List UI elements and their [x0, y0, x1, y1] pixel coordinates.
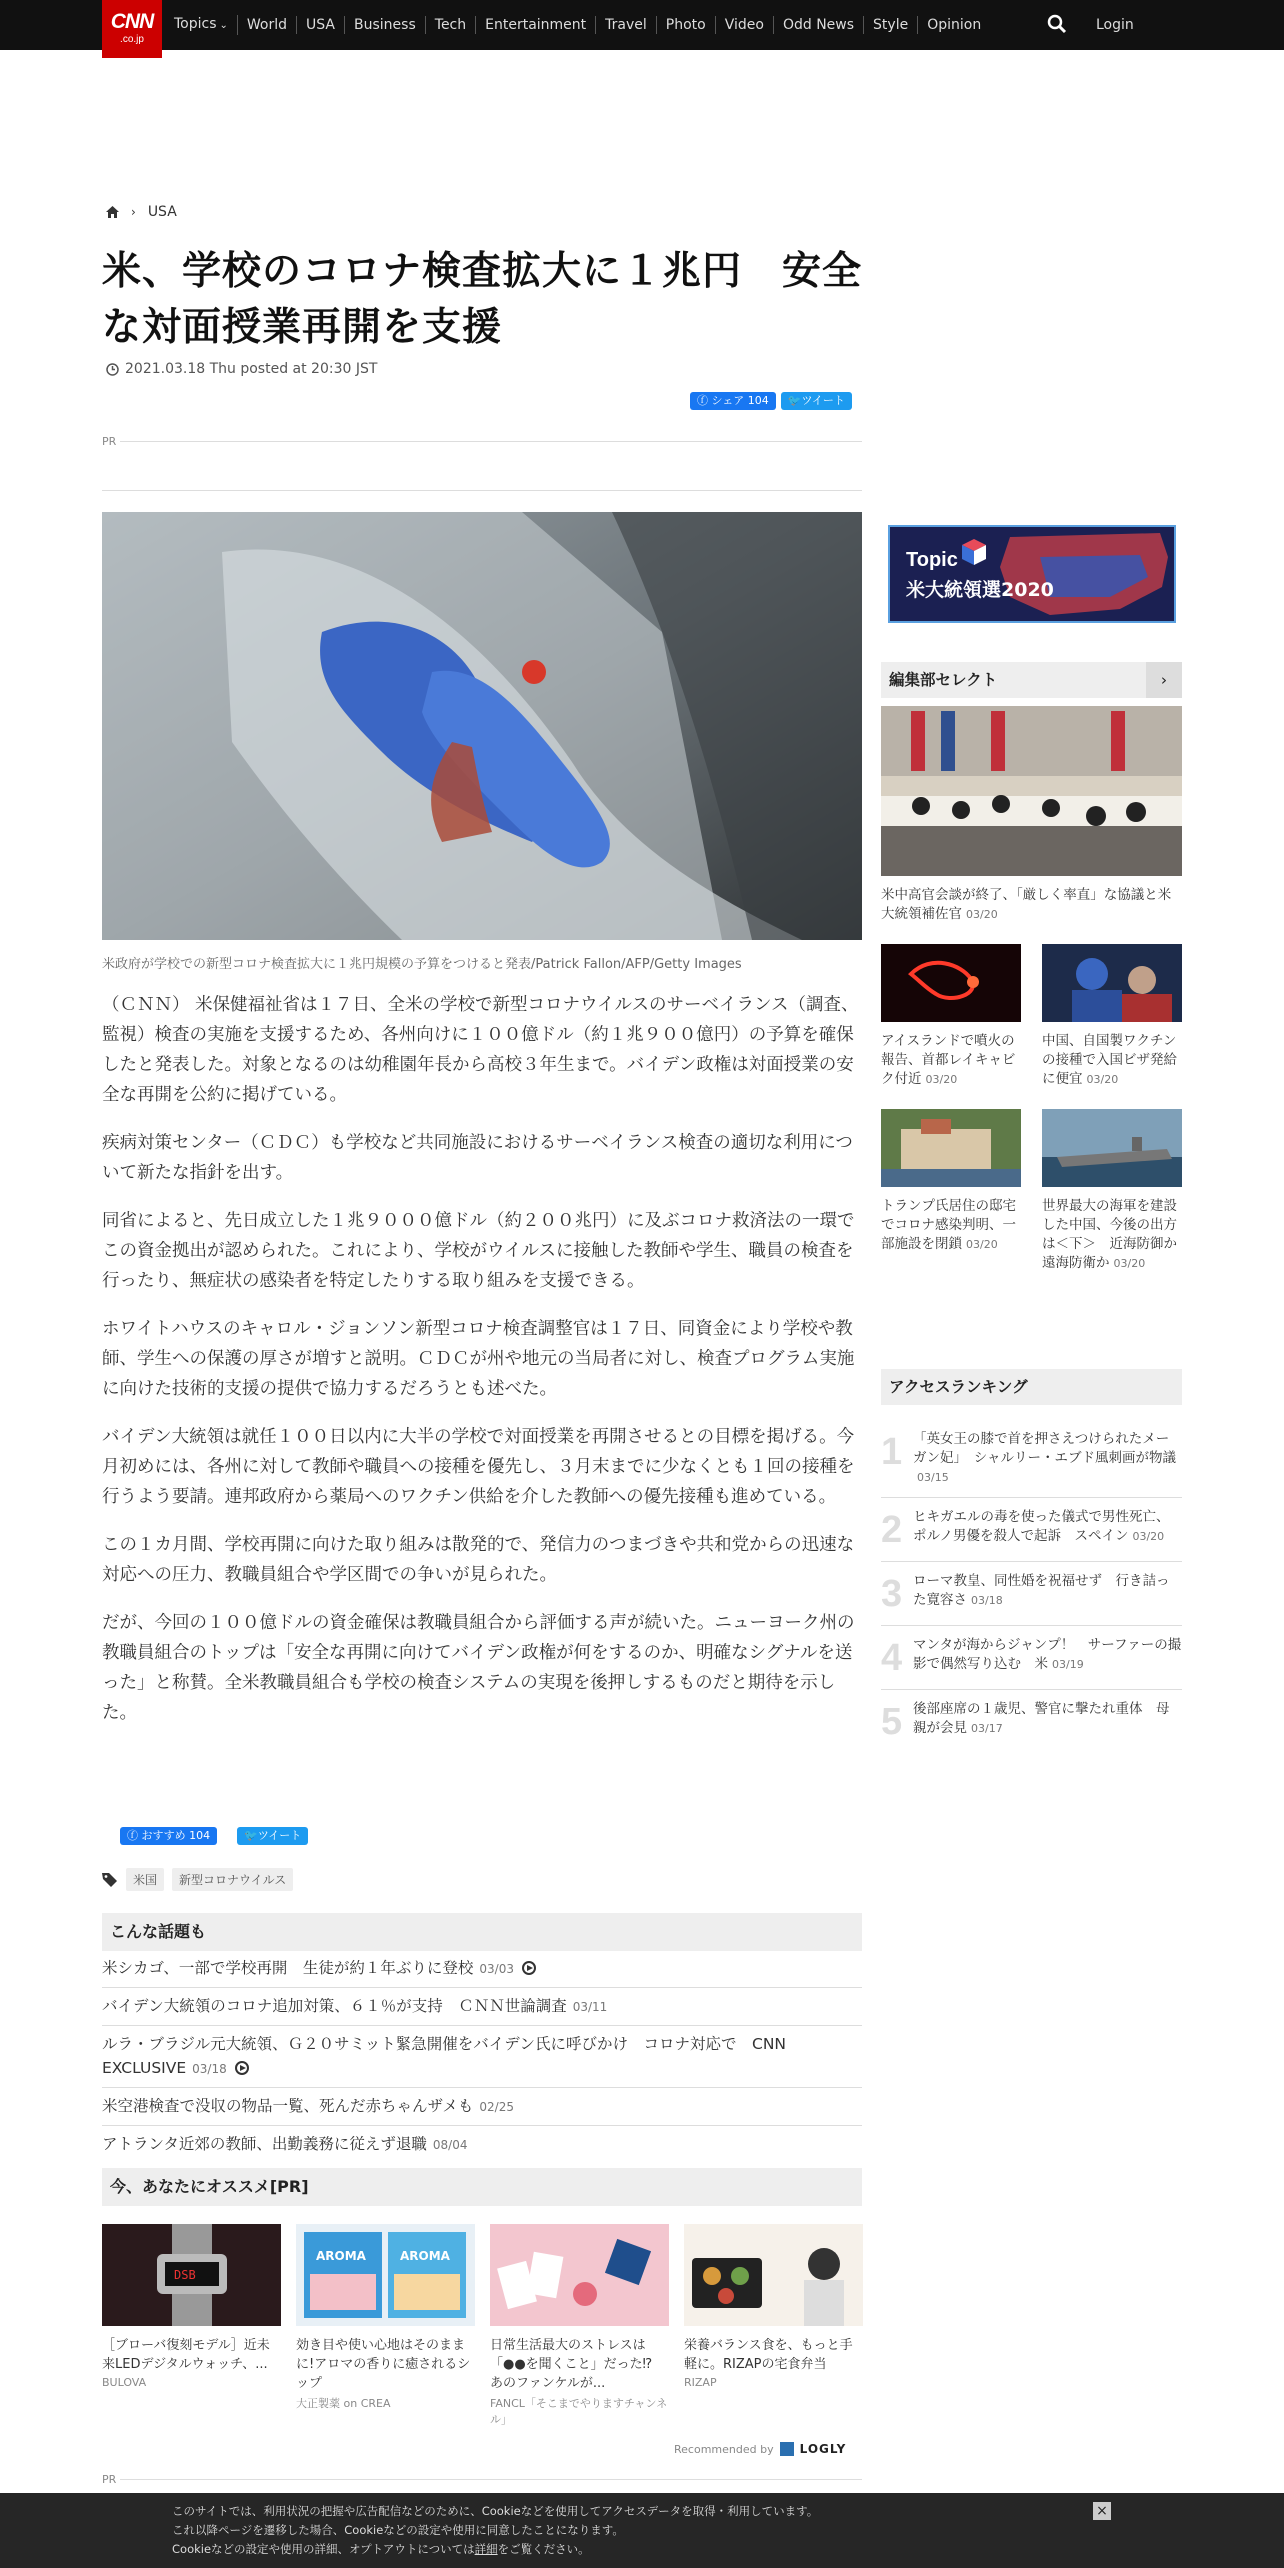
paragraph: ホワイトハウスのキャロル・ジョンソン新型コロナ検査調整官は１７日、同資金により学校や教師、学生への保護の厚さが増すと説明。ＣＤＣが州や地元の当局者に対し、検査プログラム実施に向けた技術的支援の提供で協力するだろうとも述べた。 — [102, 1319, 855, 1399]
related-title: 米シカゴ、一部で学校再開 生徒が約１年ぶりに登校 — [102, 1959, 474, 1977]
tag-covid[interactable]: 新型コロナウイルス — [172, 1868, 293, 1891]
date-text: 2021.03.18 Thu posted at 20:30 JST — [125, 361, 378, 377]
ranking-list — [881, 1420, 1182, 1754]
aircraft-carrier-image — [1042, 1109, 1182, 1187]
banner-subtitle: 米大統領選2020 — [906, 579, 1054, 601]
related-item[interactable] — [102, 2088, 862, 2126]
ranking-label: アクセスランキング — [889, 1378, 1028, 1396]
recommend-item[interactable] — [296, 2224, 475, 2427]
pick-title: 中国、自国製ワクチンの接種で入国ビザ発給に便宜 — [1042, 1033, 1177, 1087]
recommend-title: 栄養バランス食を、もっと手軽に。RIZAPの宅食弁当 — [684, 2338, 853, 2372]
related-list — [102, 1950, 862, 2163]
ranking-item[interactable] — [881, 1562, 1182, 1626]
related-heading: こんな話題も — [102, 1913, 862, 1951]
tag-icon — [102, 1872, 118, 1888]
related-item[interactable] — [102, 1950, 862, 1988]
cookie-line-text: をご覧ください。 — [497, 2542, 590, 2556]
tag-usa[interactable]: 米国 — [126, 1868, 164, 1891]
related-date: 03/18 — [192, 2062, 227, 2076]
nav-style[interactable]: Style — [864, 16, 918, 34]
ranking-heading — [881, 1369, 1182, 1405]
logo-text: CNN — [110, 10, 154, 33]
pick-caption — [881, 886, 1182, 924]
editors-pick-item[interactable] — [1042, 944, 1182, 1089]
related-title: バイデン大統領のコロナ追加対策、６１％が支持 ＣＮＮ世論調査 — [102, 1997, 567, 2015]
nav-entertainment[interactable]: Entertainment — [476, 16, 596, 34]
home-icon[interactable] — [106, 206, 119, 218]
pr-label-bottom: PR — [102, 2473, 117, 2486]
recommend-list — [102, 2224, 862, 2427]
related-date: 03/03 — [479, 1962, 514, 1976]
election-banner-art — [890, 527, 1174, 621]
recommended-by-label: Recommended by — [674, 2442, 774, 2456]
article-date — [106, 361, 377, 377]
tag-list — [102, 1868, 293, 1891]
facebook-share-button[interactable] — [690, 392, 776, 410]
pick-date: 03/20 — [925, 1073, 958, 1086]
twitter-share-label: ツイート — [801, 394, 845, 407]
paragraph: 疾病対策センター（ＣＤＣ）も学校など共同施設におけるサーベイランス検査の適切な利用について新たな指針を出す。 — [102, 1133, 853, 1183]
close-icon[interactable]: × — [1093, 2502, 1111, 2520]
share-buttons-top — [690, 392, 852, 410]
chevron-down-icon: ⌄ — [219, 20, 228, 31]
recommend-source: FANCL「そこまでやりますチャンネル」 — [490, 2397, 668, 2426]
paragraph: バイデン大統領は就任１００日以内に大半の学校で対面授業を再開させるとの目標を掲げる。今月初めには、各州に対して教師や職員への接種を優先し、３月末までに少なくとも１回の接種を行うよう要請。連邦政府から薬局へのワクチン供給を介した教師への優先接種も進めている。 — [102, 1427, 855, 1507]
ranking-item[interactable] — [881, 1420, 1182, 1498]
nav-world[interactable]: World — [238, 16, 297, 34]
photo-caption: 米政府が学校での新型コロナ検査拡大に１兆円規模の予算をつけると発表/Patrick Fallon/AFP/Getty Images — [102, 957, 742, 972]
divider — [102, 490, 862, 491]
nav-travel[interactable]: Travel — [596, 16, 657, 34]
related-title: ルラ・ブラジル元大統領、Ｇ２０サミット緊急開催をバイデン氏に呼びかけ コロナ対応で CNN EXCLUSIVE — [102, 2035, 787, 2077]
login-link[interactable]: Login — [1096, 17, 1134, 33]
twitter-icon: 🐦 — [787, 394, 802, 407]
breadcrumb-section[interactable]: USA — [147, 204, 177, 220]
recommend-source: RIZAP — [684, 2376, 717, 2389]
paragraph: （ＣＮＮ） 米保健福祉省は１７日、全米の学校で新型コロナウイルスのサーベイランス（調査、監視）検査の実施を支援するため、各州向けに１００億ドル（約１兆９００億円）の予算を確保したと発表した。対象となるのは幼稚園年長から高校３年生まで。バイデン政権は対面授業の安全な再開を公約に掲げている。 — [102, 995, 859, 1105]
watch-ad-image — [102, 2224, 281, 2326]
pick-date: 03/20 — [1113, 1257, 1146, 1270]
rank-date: 03/15 — [917, 1471, 949, 1484]
logo-domain: .co.jp — [120, 34, 144, 45]
ranking-item[interactable] — [881, 1498, 1182, 1562]
recommend-item[interactable] — [684, 2224, 863, 2427]
paragraph: この１カ月間、学校再開に向けた取り組みは散発的で、発信力のつまづきや共和党からの迅速な対応への圧力、教職員組合や学区間での争いが見られた。 — [102, 1535, 855, 1585]
facebook-icon: ⓕ — [127, 1829, 142, 1842]
svg-text:AROMA: AROMA — [316, 2249, 366, 2263]
facebook-recommend-label: おすすめ 104 — [141, 1829, 211, 1842]
editors-pick-item[interactable] — [1042, 1109, 1182, 1273]
cards-ad-image — [490, 2224, 669, 2326]
related-date: 08/04 — [432, 2138, 468, 2152]
rank-title: ローマ教皇、同性婚を祝福せず 行き詰った寛容さ — [913, 1573, 1170, 1608]
pick-title: トランプ氏居住の邸宅でコロナ感染判明、一部施設を閉鎖 — [881, 1198, 1016, 1252]
related-date: 02/25 — [479, 2100, 514, 2114]
cookie-text — [172, 2502, 892, 2559]
pick-date: 03/20 — [966, 908, 998, 921]
divider — [120, 441, 862, 442]
logly-logo-icon — [780, 2442, 794, 2456]
twitter-share-button[interactable] — [781, 392, 852, 410]
rank-date: 03/17 — [971, 1722, 1003, 1735]
paragraph: 同省によると、先日成立した１兆９０００億ドル（約２００兆円）に及ぶコロナ救済法の一環でこの資金拠出が認められた。これにより、学校がウイルスに接触した教師や学生、職員の検査を行ったり、無症状の感染者を特定したりする取り組みを支援できる。 — [102, 1211, 855, 1291]
rank-number: 1 — [881, 1431, 903, 1473]
editors-pick-label: 編集部セレクト — [889, 671, 998, 689]
cookie-line-text: Cookieなどの設定や使用の詳細、オプトアウトについては — [172, 2542, 475, 2556]
rank-number: 5 — [881, 1701, 903, 1743]
nav-topics[interactable] — [174, 15, 238, 35]
article-title: 米、学校のコロナ検査拡大に１兆円 安全な対面授業再開を支援 — [102, 249, 863, 350]
rank-title: マンタが海からジャンプ！ サーファーの撮影で偶然写り込む 米 — [913, 1637, 1182, 1672]
pick-title: アイスランドで噴火の報告、首都レイキャビク付近 — [881, 1033, 1016, 1087]
divider — [120, 2479, 862, 2480]
twitter-icon: 🐦 — [244, 1829, 258, 1842]
pr-label: PR — [102, 435, 117, 448]
twitter-share-label: ツイート — [257, 1829, 302, 1842]
article-photo — [102, 512, 862, 940]
recommend-item[interactable] — [102, 2224, 281, 2427]
vaccine-image — [1042, 944, 1182, 1022]
recommend-source: BULOVA — [102, 2376, 147, 2389]
svg-text:DSB: DSB — [174, 2268, 196, 2282]
nav-photo[interactable]: Photo — [657, 16, 716, 34]
clock-icon — [106, 363, 119, 376]
cookie-consent-bar — [0, 2493, 1284, 2568]
recommend-title: 効き目や使い心地はそのままに!アロマの香りに癒されるシップ — [296, 2338, 471, 2391]
nav-odd-news[interactable]: Odd News — [774, 16, 864, 34]
topic-banner[interactable] — [888, 525, 1176, 623]
recommend-heading: 今、あなたにオススメ[PR] — [102, 2168, 862, 2206]
paragraph: だが、今回の１００億ドルの資金確保は教職員組合から評価する声が続いた。ニューヨーク州の教職員組合のトップは「安全な再開に向けてバイデン政権が何をするのか、明確なシグナルを送った」と称賛。全米教職員組合も学校の検査システムの実現を後押しするものだと期待を示した。 — [102, 1613, 855, 1723]
pick-title: 世界最大の海軍を建設した中国、今後の出方は＜下＞ 近海防御か遠海防衛か — [1042, 1198, 1177, 1271]
related-title: アトランタ近郊の教師、出勤義務に従えず退職 — [102, 2135, 427, 2153]
editors-pick-main[interactable] — [881, 706, 1182, 924]
nav-usa[interactable]: USA — [297, 16, 345, 34]
facebook-icon: ⓕ — [697, 394, 712, 407]
editors-pick-item[interactable] — [881, 944, 1021, 1089]
cookie-line: このサイトでは、利用状況の把握や広告配信などのために、Cookieなどを使用してアクセスデータを取得・利用しています。 — [172, 2504, 819, 2518]
nav-tech[interactable]: Tech — [426, 16, 476, 34]
top-navigation-bar — [0, 0, 1284, 50]
editors-pick-item[interactable] — [881, 1109, 1021, 1254]
rank-title: ヒキガエルの毒を使った儀式で男性死亡、ポルノ男優を殺人で起訴 スペイン — [913, 1509, 1170, 1544]
nav-label: Topics — [174, 16, 217, 32]
bento-ad-image — [684, 2224, 863, 2326]
testing-worker-image — [102, 512, 862, 940]
pick-title: 米中高官会談が終了、「厳しく率直」な協議と米大統領補佐官 — [881, 887, 1172, 922]
recommend-item[interactable] — [490, 2224, 669, 2427]
editors-pick-heading — [881, 662, 1182, 698]
rank-date: 03/20 — [1132, 1530, 1165, 1543]
related-item[interactable] — [102, 2026, 862, 2088]
cookie-line: これ以降ページを遷移した場合、Cookieなどの設定や使用に同意したことになります。 — [172, 2523, 624, 2537]
article-body — [102, 990, 862, 1746]
cookie-details-link[interactable]: 詳細 — [474, 2542, 498, 2556]
related-title: 米空港検査で没収の物品一覧、死んだ赤ちゃんザメも — [102, 2097, 474, 2115]
breadcrumb — [106, 204, 177, 220]
cnn-logo[interactable] — [102, 0, 162, 58]
rank-number: 2 — [881, 1509, 903, 1551]
rank-number: 4 — [881, 1637, 903, 1679]
pick-date: 03/20 — [1086, 1073, 1119, 1086]
share-buttons-bottom — [120, 1827, 308, 1845]
facebook-share-label: シェア 104 — [711, 394, 769, 407]
recommend-title: 日常生活最大のストレスは「●●を聞くこと」だった⁉ あのファンケルが... — [490, 2338, 653, 2391]
rank-title: 「英女王の膝で首を押さえつけられたメーガン妃」 シャルリー・エブド風刺画が物議 — [913, 1431, 1176, 1466]
summit-meeting-image — [881, 706, 1182, 876]
recommended-by[interactable] — [674, 2442, 846, 2456]
related-item[interactable] — [102, 1988, 862, 2026]
nav-video[interactable]: Video — [716, 16, 774, 34]
rank-number: 3 — [881, 1573, 903, 1615]
mansion-image — [881, 1109, 1021, 1187]
cookie-line — [172, 2540, 892, 2559]
twitter-share-button[interactable] — [237, 1827, 308, 1845]
svg-text:AROMA: AROMA — [400, 2249, 450, 2263]
aroma-patch-ad-image — [296, 2224, 475, 2326]
related-item[interactable] — [102, 2126, 862, 2163]
main-nav — [174, 15, 990, 35]
ranking-item[interactable] — [881, 1690, 1182, 1754]
chevron-right-icon: › — [131, 205, 136, 219]
chevron-right-icon[interactable]: › — [1146, 662, 1182, 698]
banner-title: Topic — [906, 549, 958, 571]
logly-logo-text: LOGLY — [799, 2442, 847, 2456]
nav-opinion[interactable]: Opinion — [927, 17, 982, 33]
rank-date: 03/18 — [971, 1594, 1003, 1607]
volcano-image — [881, 944, 1021, 1022]
rank-title: 後部座席の１歳児、警官に撃たれ重体 母親が会見 — [913, 1701, 1170, 1736]
facebook-recommend-button[interactable] — [120, 1827, 217, 1845]
rank-date: 03/19 — [1052, 1658, 1084, 1671]
recommend-source: 大正製薬 on CREA — [296, 2397, 391, 2410]
related-date: 03/11 — [572, 2000, 608, 2014]
recommend-title: ［ブローバ復刻モデル］近未来LEDデジタルウォッチ、... — [102, 2338, 270, 2372]
search-icon[interactable] — [1047, 14, 1067, 34]
nav-business[interactable]: Business — [345, 16, 426, 34]
ranking-item[interactable] — [881, 1626, 1182, 1690]
video-play-icon — [522, 1961, 536, 1975]
pick-date: 03/20 — [966, 1238, 998, 1251]
video-play-icon — [235, 2061, 249, 2075]
